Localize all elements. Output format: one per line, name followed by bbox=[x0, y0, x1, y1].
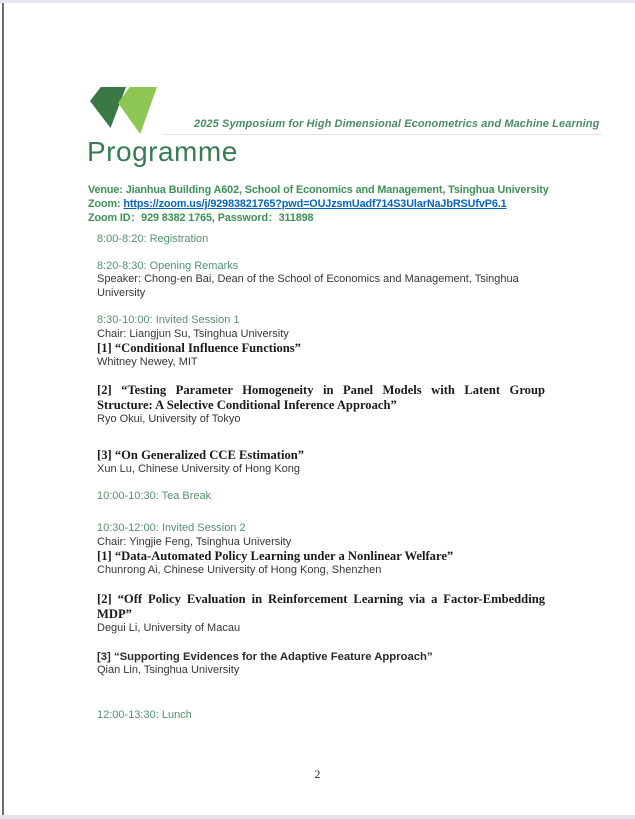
talk-title: [2] “Testing Parameter Homogeneity in Panel Models with Latent Group Structure: A Selective Conditional Inference Approach” bbox=[97, 382, 545, 412]
zoom-line bbox=[88, 197, 558, 211]
talk-3 bbox=[97, 650, 545, 678]
zoom-id-line: Zoom ID：929 8382 1765, Password：311898 bbox=[88, 212, 314, 224]
talk-speaker: Ryo Okui, University of Tokyo bbox=[97, 412, 241, 425]
page-edge-bottom bbox=[0, 815, 635, 819]
logo-dark-chevron-icon bbox=[90, 87, 126, 128]
talk-speaker: Xun Lu, Chinese University of Hong Kong bbox=[97, 462, 301, 475]
talk-2 bbox=[97, 592, 545, 636]
talk-1 bbox=[97, 341, 545, 370]
schedule bbox=[97, 233, 545, 723]
talk-title: [3] “Supporting Evidences for the Adaptive Feature Approach” bbox=[97, 650, 433, 663]
session-time: 8:20-8:30: Opening Remarks bbox=[97, 259, 239, 272]
page-edge-left bbox=[2, 3, 4, 815]
venue-line: Venue: Jianhua Building A602, School of Economics and Management, Tsinghua University bbox=[88, 184, 549, 196]
schedule-item-invited-session-1 bbox=[97, 314, 545, 477]
talk-speaker: Whitney Newey, MIT bbox=[97, 356, 198, 369]
session-time: 8:30-10:00: Invited Session 1 bbox=[97, 313, 240, 326]
symposium-logo bbox=[90, 87, 160, 135]
session-time: 10:30-12:00: Invited Session 2 bbox=[97, 522, 246, 535]
talk-title: [2] “Off Policy Evaluation in Reinforcement Learning via a Factor-Embedding MDP” bbox=[97, 592, 545, 622]
schedule-item-tea-break bbox=[97, 490, 545, 504]
talk-speaker: Qian Lin, Tsinghua University bbox=[97, 664, 240, 677]
schedule-item-invited-session-2 bbox=[97, 522, 545, 678]
schedule-item-opening-remarks bbox=[97, 260, 545, 301]
session-time: 10:00-10:30: Tea Break bbox=[97, 490, 212, 503]
talk-1 bbox=[97, 549, 545, 578]
session-time: 12:00-13:30: Lunch bbox=[97, 709, 192, 722]
talk-title: [3] “On Generalized CCE Estimation” bbox=[97, 447, 305, 462]
talk-title: [1] “Data-Automated Policy Learning under a Nonlinear Welfare” bbox=[97, 549, 454, 564]
event-info-block bbox=[88, 183, 558, 225]
logo-light-chevron-icon bbox=[118, 87, 157, 134]
zoom-label: Zoom: bbox=[88, 198, 124, 210]
schedule-item-registration bbox=[97, 233, 545, 247]
page-number: 2 bbox=[314, 769, 321, 781]
talk-2 bbox=[97, 383, 545, 427]
session-chair: Chair: Liangjun Su, Tsinghua University bbox=[97, 327, 289, 340]
page-edge-top bbox=[0, 0, 635, 3]
talk-speaker: Chunrong Ai, Chinese University of Hong Kong, Shenzhen bbox=[97, 564, 382, 577]
session-speaker: Speaker: Chong-en Bai, Dean of the School of Economics and Management, Tsinghua University bbox=[97, 273, 519, 300]
talk-title: [1] “Conditional Influence Functions” bbox=[97, 341, 301, 356]
schedule-item-lunch bbox=[97, 709, 545, 723]
zoom-meeting-link[interactable]: https://zoom.us/j/92983821765?pwd=OUJzsmUadf714S3UlarNaJbRSUfvP6.1 bbox=[123, 198, 507, 210]
session-time: 8:00-8:20: Registration bbox=[97, 233, 209, 245]
page-title: Programme bbox=[87, 136, 238, 167]
symposium-subtitle: 2025 Symposium for High Dimensional Econometrics and Machine Learning bbox=[163, 118, 602, 135]
talk-speaker: Degui Li, University of Macau bbox=[97, 622, 241, 635]
session-chair: Chair: Yingjie Feng, Tsinghua University bbox=[97, 535, 292, 548]
talk-3 bbox=[97, 448, 545, 477]
